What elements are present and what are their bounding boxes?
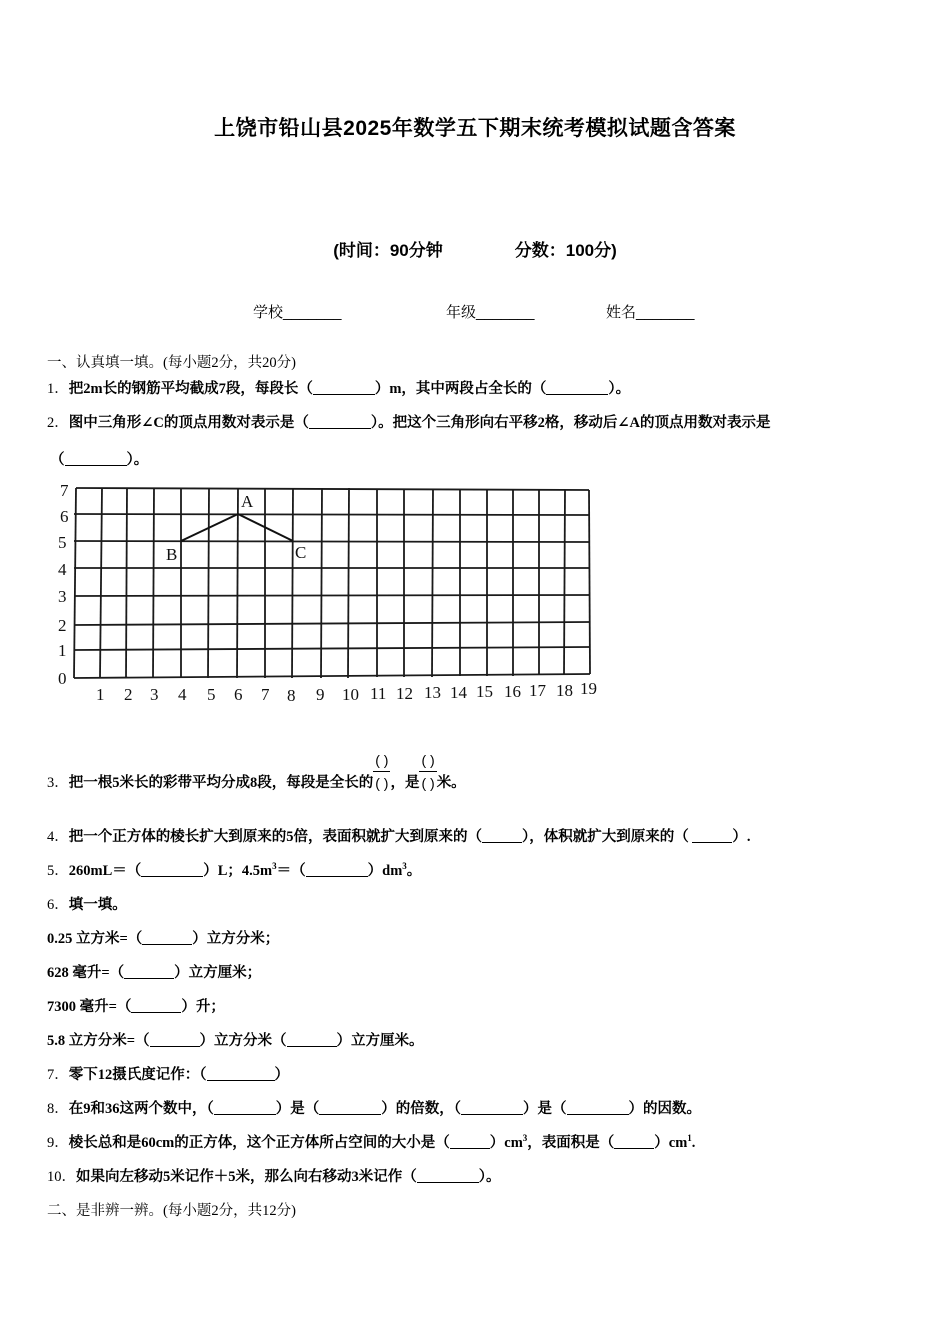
question-text: ）的因数。 — [628, 1101, 701, 1117]
superscript: 3 — [522, 1133, 528, 1144]
y-tick: 1 — [58, 641, 67, 660]
answer-blank[interactable] — [461, 1100, 523, 1116]
question-text: 如果向左移动5米记作＋5米，那么向右移动3米记作（ — [76, 1169, 417, 1185]
answer-blank[interactable] — [150, 1032, 200, 1048]
x-tick: 18 — [556, 681, 573, 700]
question-text: 把一根5米长的彩带平均分成8段，每段是全长的 — [68, 774, 374, 791]
answer-blank[interactable] — [450, 1134, 490, 1150]
answer-blank[interactable] — [546, 380, 608, 396]
y-tick: 4 — [58, 560, 67, 579]
answer-blank[interactable] — [482, 828, 522, 844]
question-text: 0.25 立方米=（ — [47, 931, 143, 947]
answer-blank[interactable] — [124, 964, 174, 980]
question-text: 米。 — [436, 774, 466, 791]
x-tick: 14 — [450, 683, 467, 702]
question-text: 628 毫升=（ — [47, 965, 125, 981]
question-text: ）立方分米（ — [199, 1033, 287, 1049]
answer-blank[interactable] — [319, 1100, 381, 1116]
question-text: ）cm — [489, 1135, 523, 1151]
point-label-c: C — [295, 543, 307, 562]
x-tick: 19 — [580, 679, 597, 698]
question-text: 260mL＝（ — [68, 863, 142, 879]
x-tick: 8 — [287, 686, 296, 705]
question-6-item-1 — [47, 927, 279, 948]
x-tick: 17 — [529, 681, 546, 700]
answer-blank[interactable] — [417, 1168, 479, 1184]
question-text: ＝（ — [276, 863, 306, 879]
x-tick: 2 — [124, 685, 133, 704]
y-tick: 0 — [58, 669, 67, 688]
question-text: 图中三角形∠C的顶点用数对表示是（ — [68, 415, 309, 431]
question-text: ）L；4.5m — [203, 863, 273, 879]
question-number: 10． — [47, 1169, 76, 1185]
answer-blank[interactable] — [614, 1134, 654, 1150]
x-tick: 4 — [178, 685, 187, 704]
fraction-numerator: ( ) — [419, 752, 436, 772]
x-tick: 1 — [96, 685, 105, 704]
x-tick: 6 — [234, 685, 243, 704]
x-tick: 12 — [396, 684, 413, 703]
question-number: 9． — [47, 1135, 69, 1151]
question-6 — [47, 893, 127, 914]
question-number: 5． — [47, 863, 69, 879]
question-text: （ — [50, 452, 65, 468]
answer-blank[interactable] — [142, 930, 192, 946]
question-text: ）的倍数，（ — [381, 1101, 461, 1117]
time-label: (时间：90分钟 — [333, 241, 443, 260]
question-3 — [47, 752, 466, 803]
question-text: 7300 毫升=（ — [47, 999, 132, 1015]
superscript: 1 — [687, 1133, 692, 1144]
x-tick: 13 — [424, 683, 441, 702]
superscript: 3 — [272, 861, 277, 872]
school-blank: _______ — [283, 304, 342, 321]
superscript: 3 — [402, 861, 407, 872]
answer-blank[interactable] — [287, 1032, 337, 1048]
question-10 — [47, 1165, 501, 1186]
question-number: 2． — [47, 415, 69, 431]
question-text: ）是（ — [275, 1101, 320, 1117]
answer-blank[interactable] — [306, 862, 368, 878]
fraction-numerator: ( ) — [373, 752, 390, 772]
exam-meta — [0, 236, 950, 261]
name-field[interactable] — [606, 301, 694, 322]
answer-blank[interactable] — [692, 828, 732, 844]
question-text: ）立方分米； — [192, 931, 280, 947]
y-tick: 6 — [60, 507, 69, 526]
answer-blank[interactable] — [309, 414, 371, 430]
question-number: 4． — [47, 829, 69, 845]
question-number: 3． — [47, 774, 69, 791]
answer-blank[interactable] — [313, 380, 375, 396]
question-text: 棱长总和是60cm的正方体，这个正方体所占空间的大小是（ — [68, 1135, 450, 1151]
question-7 — [47, 1063, 289, 1084]
coordinate-grid — [44, 480, 604, 710]
question-text: . — [691, 1135, 696, 1151]
question-text: ）dm — [367, 863, 403, 879]
answer-blank[interactable] — [214, 1100, 276, 1116]
question-1 — [47, 377, 630, 398]
question-text: 。 — [406, 863, 422, 879]
question-number: 1． — [47, 381, 69, 397]
x-tick: 15 — [476, 682, 493, 701]
x-tick: 11 — [370, 684, 387, 703]
question-text: ）。 — [608, 381, 631, 397]
question-text: 在9和36这两个数中，（ — [68, 1101, 214, 1117]
question-text: ），体积就扩大到原来的（ — [522, 829, 693, 845]
question-9 — [47, 1131, 695, 1152]
question-text: ）是（ — [523, 1101, 567, 1117]
x-tick: 10 — [342, 685, 359, 704]
question-text: ，是 — [390, 774, 420, 791]
y-tick: 2 — [58, 616, 67, 635]
question-text: ）立方厘米； — [174, 965, 262, 981]
question-6-item-2 — [47, 961, 261, 982]
question-text: ，表面积是（ — [527, 1135, 615, 1151]
question-number: 7． — [47, 1067, 69, 1083]
question-text: ）. — [732, 829, 751, 845]
question-text: 5.8 立方分米=（ — [47, 1033, 150, 1049]
question-number: 6． — [47, 897, 69, 913]
fraction-blank[interactable] — [373, 752, 390, 791]
answer-blank[interactable] — [207, 1066, 275, 1082]
x-tick: 5 — [207, 685, 216, 704]
document-title: 上饶市铅山县2025年数学五下期末统考模拟试题含答案 — [214, 117, 736, 140]
question-text: 零下12摄氏度记作：（ — [68, 1067, 207, 1083]
y-tick: 7 — [60, 481, 69, 500]
x-tick: 3 — [150, 685, 159, 704]
question-text: ）m，其中两段占全长的（ — [374, 381, 547, 397]
name-blank: _______ — [636, 304, 695, 321]
question-2 — [47, 411, 771, 432]
question-text: ）立方厘米。 — [336, 1033, 424, 1049]
answer-blank[interactable] — [65, 451, 127, 467]
answer-blank[interactable] — [131, 998, 181, 1014]
grade-blank: _______ — [476, 304, 535, 321]
x-tick: 9 — [316, 685, 325, 704]
question-8 — [47, 1097, 701, 1118]
score-label: 分数：100分) — [514, 241, 617, 260]
grade-field[interactable] — [446, 301, 534, 322]
y-tick: 5 — [58, 533, 67, 552]
question-text: ） — [274, 1067, 289, 1083]
x-tick: 16 — [504, 682, 521, 701]
answer-blank[interactable] — [141, 862, 203, 878]
point-label-b: B — [166, 545, 178, 564]
question-4 — [47, 825, 751, 846]
question-text: 填一填。 — [68, 897, 127, 913]
grade-label: 年级 — [446, 304, 477, 321]
question-text: 把2m长的钢筋平均截成7段，每段长（ — [68, 381, 313, 397]
fraction-denominator: ( ) — [421, 775, 435, 791]
point-label-a: A — [241, 492, 254, 511]
school-label: 学校 — [253, 304, 284, 321]
section2-heading: 二、是非辨一辨。(每小题2分，共12分) — [47, 1203, 296, 1219]
question-text: ）。 — [126, 452, 149, 468]
section1-heading: 一、认真填一填。(每小题2分，共20分) — [47, 355, 296, 371]
question-number: 8． — [47, 1101, 69, 1117]
coordinate-grid-figure — [44, 480, 604, 710]
name-label: 姓名 — [606, 304, 637, 321]
answer-blank[interactable] — [567, 1100, 629, 1116]
question-text: ）。把这个三角形向右平移2格，移动后∠A的顶点用数对表示是 — [370, 415, 771, 431]
school-field[interactable] — [253, 301, 341, 322]
fraction-denominator: ( ) — [375, 775, 389, 791]
question-6-item-4 — [47, 1029, 424, 1050]
question-text: ）cm — [654, 1135, 688, 1151]
question-text: ）升； — [181, 999, 225, 1015]
question-5 — [47, 859, 421, 880]
x-tick: 7 — [261, 685, 270, 704]
question-text: 把一个正方体的棱长扩大到原来的5倍，表面积就扩大到原来的（ — [68, 829, 482, 845]
fraction-blank[interactable] — [419, 752, 436, 791]
question-text: ）。 — [478, 1169, 501, 1185]
question-6-item-3 — [47, 995, 225, 1016]
y-tick: 3 — [58, 587, 67, 606]
question-2-cont — [50, 448, 148, 469]
